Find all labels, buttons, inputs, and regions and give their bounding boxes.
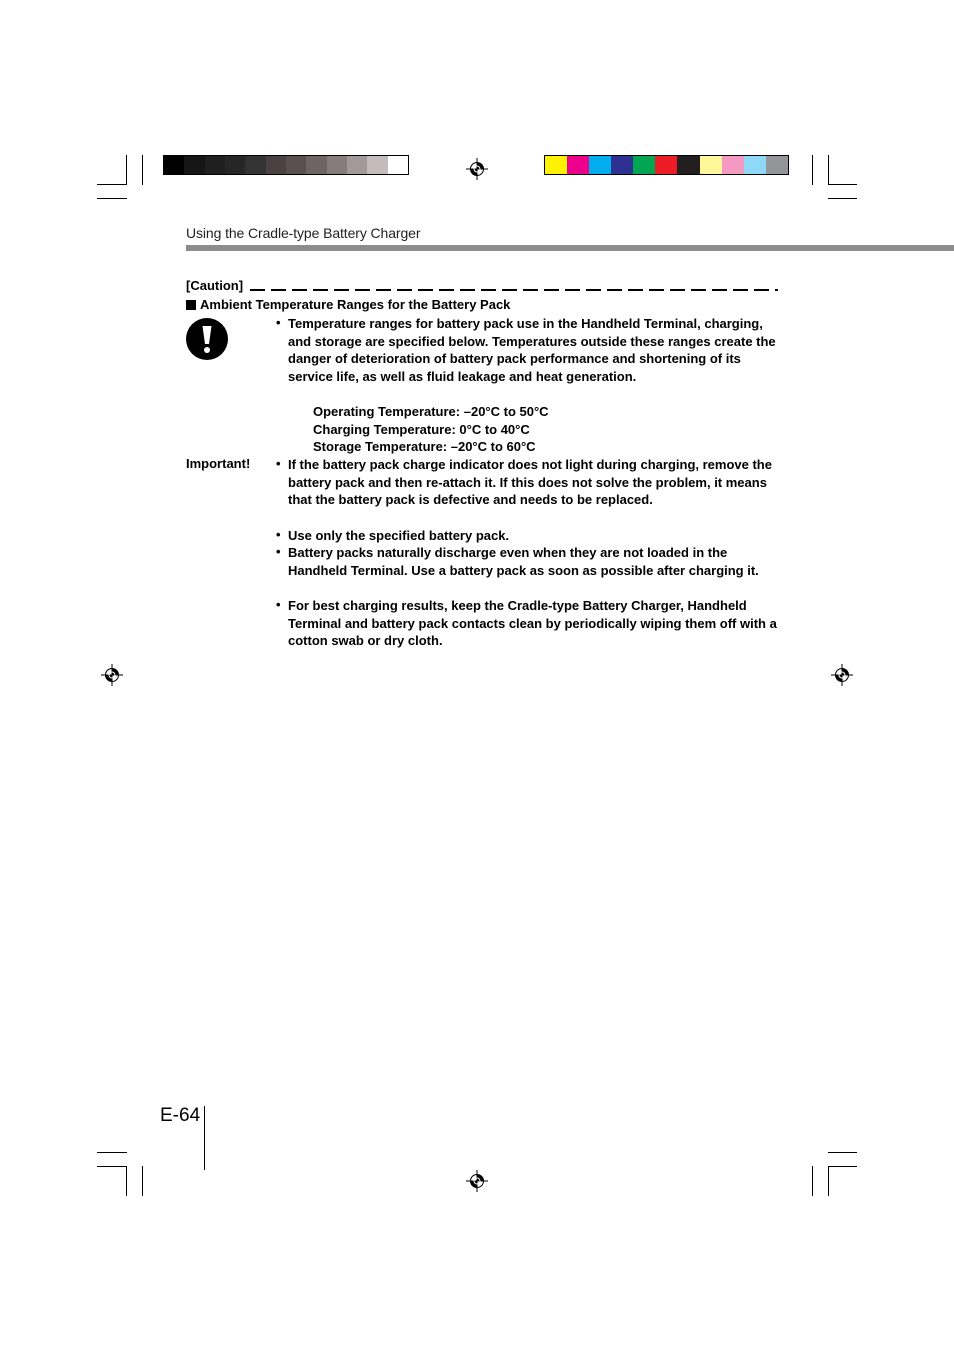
crop-mark xyxy=(828,1152,857,1153)
charging-temperature: Charging Temperature: 0°C to 40°C xyxy=(313,422,530,437)
temperature-intro: Temperature ranges for battery pack use in the Handheld Terminal, charging, and storage are specified below. Temperatures outside these ranges create the danger of deterioration of battery pack performance and shortening of its service life, as well as fluid leakage and heat generation. xyxy=(288,316,776,384)
crop-mark xyxy=(828,198,857,199)
page-number: E-64 xyxy=(160,1105,201,1126)
crop-mark xyxy=(97,1152,127,1153)
color-swatch xyxy=(266,156,286,174)
color-swatch xyxy=(655,156,677,174)
important-item: For best charging results, keep the Cradle-type Battery Charger, Handheld Terminal and battery pack contacts clean by periodically wiping them off with a cotton swab or dry cloth. xyxy=(288,598,777,649)
crop-mark xyxy=(828,155,829,185)
color-swatch xyxy=(164,156,184,174)
crop-mark xyxy=(828,1166,857,1167)
color-swatch xyxy=(225,156,245,174)
exclamation-warning-icon xyxy=(186,318,228,360)
bullet-icon: • xyxy=(276,597,281,612)
registration-target-icon xyxy=(831,664,853,686)
bullet-icon: • xyxy=(276,315,281,330)
bullet-icon: • xyxy=(276,527,281,542)
crop-mark xyxy=(142,1166,143,1196)
grayscale-calibration-bar xyxy=(163,155,409,175)
color-swatch xyxy=(567,156,589,174)
color-swatch xyxy=(744,156,766,174)
color-swatch xyxy=(700,156,722,174)
crop-mark xyxy=(97,1166,127,1167)
color-swatch xyxy=(286,156,306,174)
crop-mark xyxy=(126,155,127,185)
running-head: Using the Cradle-type Battery Charger xyxy=(186,225,421,241)
color-swatch xyxy=(184,156,204,174)
color-calibration-bar xyxy=(544,155,789,175)
important-item: Use only the specified battery pack. xyxy=(288,528,510,543)
color-swatch xyxy=(327,156,347,174)
color-swatch xyxy=(633,156,655,174)
important-item: Battery packs naturally discharge even when they are not loaded in the Handheld Terminal. Use a battery pack as soon as possible after charging it. xyxy=(288,545,759,578)
color-swatch xyxy=(589,156,611,174)
crop-mark xyxy=(812,1166,813,1196)
color-swatch xyxy=(205,156,225,174)
crop-mark xyxy=(142,155,143,185)
section-title xyxy=(186,297,510,312)
caution-label: [Caution] xyxy=(186,278,244,293)
crop-mark xyxy=(97,198,127,199)
storage-temperature: Storage Temperature: –20°C to 60°C xyxy=(313,439,536,454)
color-swatch xyxy=(545,156,567,174)
bullet-icon: • xyxy=(276,544,281,559)
color-swatch xyxy=(367,156,387,174)
bullet-icon: • xyxy=(276,456,281,471)
important-label: Important! xyxy=(186,456,251,471)
square-bullet-icon xyxy=(186,300,196,310)
color-swatch xyxy=(722,156,744,174)
color-swatch xyxy=(347,156,367,174)
header-rule xyxy=(186,245,954,251)
registration-target-icon xyxy=(466,158,488,180)
color-swatch xyxy=(306,156,326,174)
color-swatch xyxy=(766,156,788,174)
color-swatch xyxy=(677,156,699,174)
dashed-divider xyxy=(250,289,778,291)
registration-target-icon xyxy=(101,664,123,686)
color-swatch xyxy=(245,156,265,174)
color-swatch xyxy=(388,156,408,174)
crop-mark xyxy=(828,1166,829,1196)
registration-target-icon xyxy=(466,1170,488,1192)
crop-mark xyxy=(97,184,127,185)
color-swatch xyxy=(611,156,633,174)
crop-mark xyxy=(812,155,813,185)
operating-temperature: Operating Temperature: –20°C to 50°C xyxy=(313,404,549,419)
section-title-text: Ambient Temperature Ranges for the Battery Pack xyxy=(200,297,511,312)
important-item: If the battery pack charge indicator does not light during charging, remove the battery pack and then re-attach it. If this does not solve the problem, it means that the battery pack is defective and needs to be replaced. xyxy=(288,457,772,508)
crop-mark xyxy=(126,1166,127,1196)
page-number-rule xyxy=(204,1106,205,1170)
crop-mark xyxy=(828,184,857,185)
